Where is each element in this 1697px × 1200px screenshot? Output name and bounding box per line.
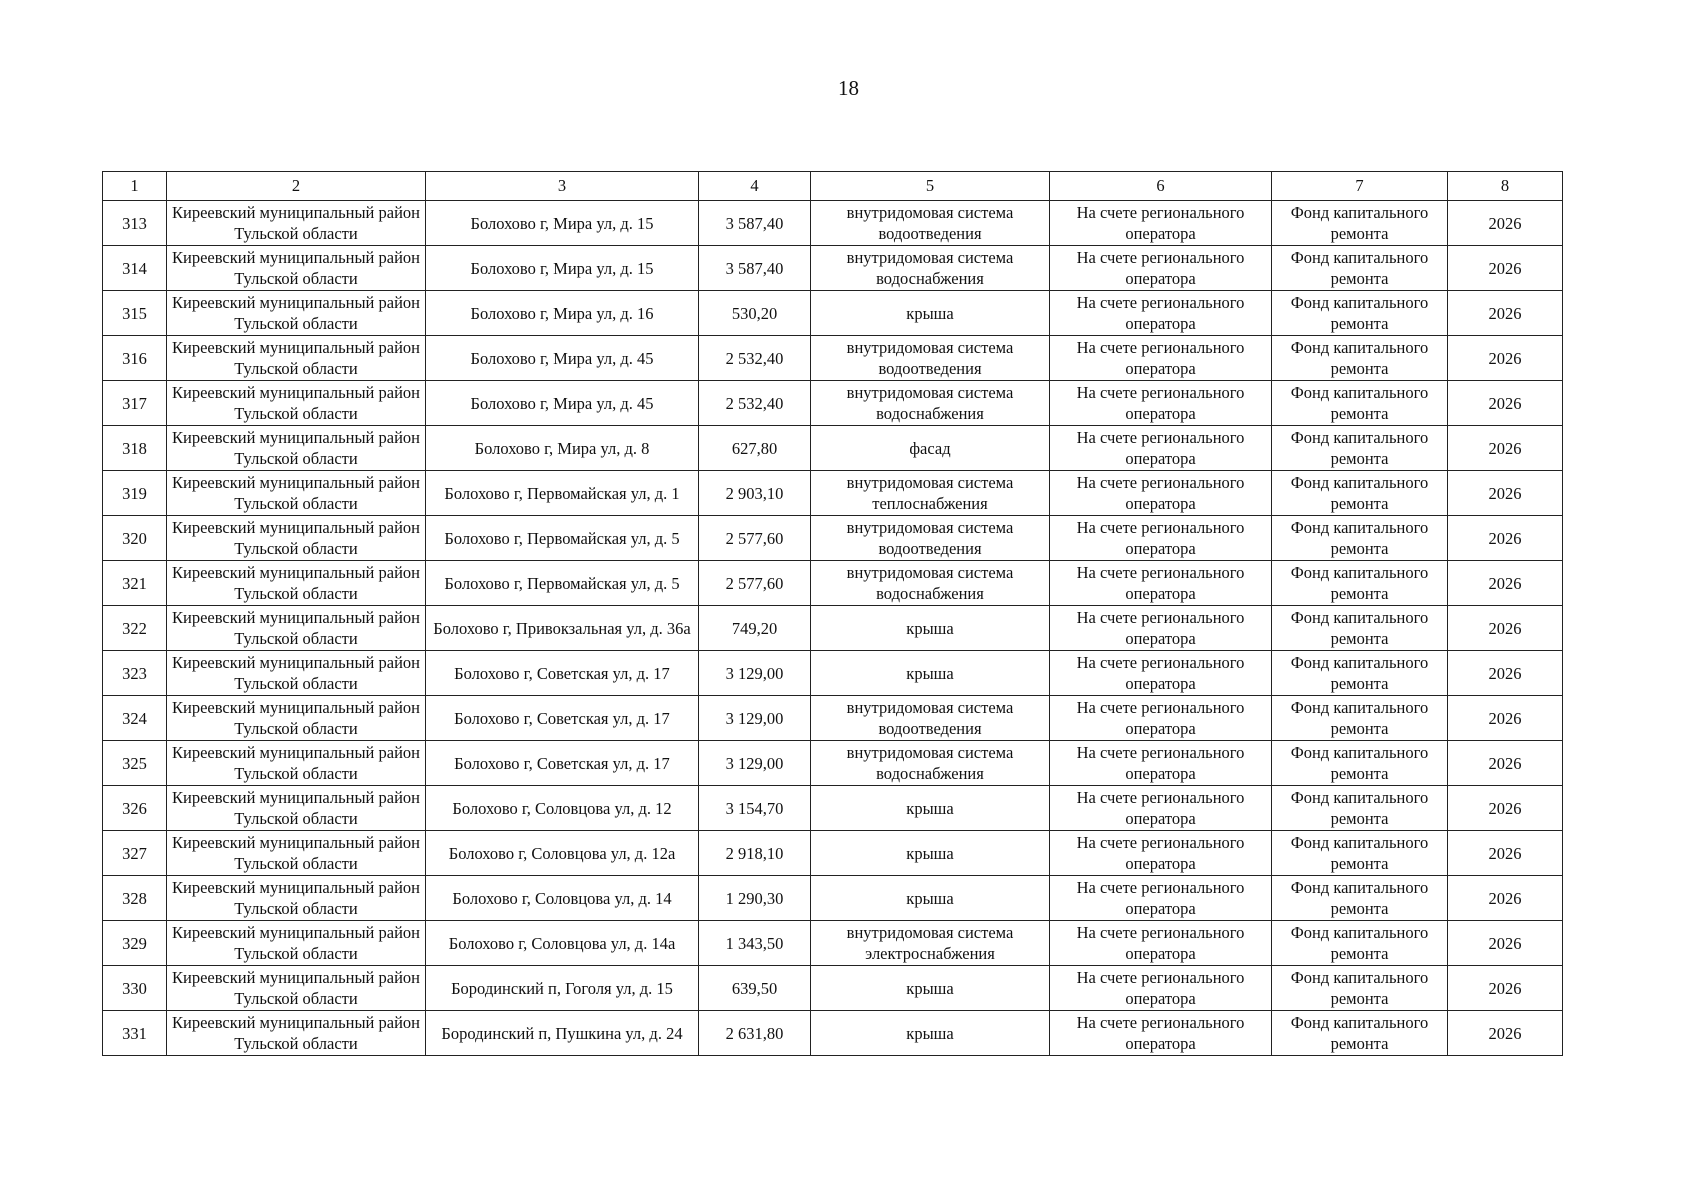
funding-source-cell: Фонд капитального ремонта [1272,651,1448,696]
work-type-cell: крыша [811,291,1050,336]
area-cell: 2 577,60 [699,561,811,606]
table-row [103,561,1563,606]
area-cell: 1 290,30 [699,876,811,921]
address-cell: Болохово г, Советская ул, д. 17 [426,651,699,696]
funding-source-cell: Фонд капитального ремонта [1272,831,1448,876]
account-method-cell: На счете регионального оператора [1050,516,1272,561]
row-number-cell: 329 [103,921,167,966]
work-type-cell: внутридомовая система водоснабжения [811,741,1050,786]
district-cell: Киреевский муниципальный район Тульской области [167,1011,426,1056]
account-method-cell: На счете регионального оператора [1050,201,1272,246]
table-row [103,741,1563,786]
table-row [103,696,1563,741]
table-row [103,336,1563,381]
district-cell: Киреевский муниципальный район Тульской области [167,921,426,966]
address-cell: Болохово г, Привокзальная ул, д. 36а [426,606,699,651]
row-number-cell: 324 [103,696,167,741]
table-row [103,381,1563,426]
area-cell: 749,20 [699,606,811,651]
funding-source-cell: Фонд капитального ремонта [1272,336,1448,381]
account-method-cell: На счете регионального оператора [1050,291,1272,336]
district-cell: Киреевский муниципальный район Тульской области [167,876,426,921]
table-row [103,876,1563,921]
year-cell: 2026 [1448,831,1563,876]
funding-source-cell: Фонд капитального ремонта [1272,561,1448,606]
work-type-cell: внутридомовая система теплоснабжения [811,471,1050,516]
address-cell: Болохово г, Соловцова ул, д. 12а [426,831,699,876]
area-cell: 3 129,00 [699,651,811,696]
account-method-cell: На счете регионального оператора [1050,696,1272,741]
page-number: 18 [838,76,859,100]
funding-source-cell: Фонд капитального ремонта [1272,516,1448,561]
area-cell: 3 587,40 [699,201,811,246]
repair-schedule-table [102,171,1563,1056]
district-cell: Киреевский муниципальный район Тульской области [167,471,426,516]
account-method-cell: На счете регионального оператора [1050,651,1272,696]
work-type-cell: внутридомовая система электроснабжения [811,921,1050,966]
year-cell: 2026 [1448,606,1563,651]
work-type-cell: крыша [811,651,1050,696]
work-type-cell: внутридомовая система водоотведения [811,336,1050,381]
year-cell: 2026 [1448,1011,1563,1056]
work-type-cell: фасад [811,426,1050,471]
funding-source-cell: Фонд капитального ремонта [1272,876,1448,921]
row-number-cell: 318 [103,426,167,471]
year-cell: 2026 [1448,246,1563,291]
district-cell: Киреевский муниципальный район Тульской области [167,291,426,336]
address-cell: Болохово г, Мира ул, д. 8 [426,426,699,471]
table-row [103,831,1563,876]
work-type-cell: крыша [811,831,1050,876]
row-number-cell: 327 [103,831,167,876]
funding-source-cell: Фонд капитального ремонта [1272,786,1448,831]
table-body [103,172,1563,1056]
work-type-cell: крыша [811,876,1050,921]
account-method-cell: На счете регионального оператора [1050,336,1272,381]
year-cell: 2026 [1448,561,1563,606]
table-row [103,426,1563,471]
work-type-cell: внутридомовая система водоотведения [811,696,1050,741]
account-method-cell: На счете регионального оператора [1050,561,1272,606]
funding-source-cell: Фонд капитального ремонта [1272,966,1448,1011]
address-cell: Болохово г, Мира ул, д. 15 [426,201,699,246]
column-header: 5 [811,172,1050,201]
year-cell: 2026 [1448,291,1563,336]
account-method-cell: На счете регионального оператора [1050,831,1272,876]
account-method-cell: На счете регионального оператора [1050,876,1272,921]
year-cell: 2026 [1448,741,1563,786]
row-number-cell: 321 [103,561,167,606]
account-method-cell: На счете регионального оператора [1050,786,1272,831]
work-type-cell: крыша [811,786,1050,831]
work-type-cell: крыша [811,606,1050,651]
account-method-cell: На счете регионального оператора [1050,966,1272,1011]
column-header: 3 [426,172,699,201]
account-method-cell: На счете регионального оператора [1050,246,1272,291]
district-cell: Киреевский муниципальный район Тульской области [167,831,426,876]
row-number-cell: 323 [103,651,167,696]
row-number-cell: 330 [103,966,167,1011]
table-row [103,651,1563,696]
area-cell: 3 587,40 [699,246,811,291]
row-number-cell: 316 [103,336,167,381]
district-cell: Киреевский муниципальный район Тульской области [167,336,426,381]
row-number-cell: 315 [103,291,167,336]
district-cell: Киреевский муниципальный район Тульской области [167,246,426,291]
area-cell: 530,20 [699,291,811,336]
funding-source-cell: Фонд капитального ремонта [1272,921,1448,966]
address-cell: Болохово г, Мира ул, д. 45 [426,381,699,426]
year-cell: 2026 [1448,651,1563,696]
district-cell: Киреевский муниципальный район Тульской области [167,426,426,471]
account-method-cell: На счете регионального оператора [1050,1011,1272,1056]
table-row [103,966,1563,1011]
account-method-cell: На счете регионального оператора [1050,426,1272,471]
table-row [103,786,1563,831]
work-type-cell: внутридомовая система водоснабжения [811,381,1050,426]
year-cell: 2026 [1448,921,1563,966]
funding-source-cell: Фонд капитального ремонта [1272,696,1448,741]
work-type-cell: крыша [811,966,1050,1011]
row-number-cell: 322 [103,606,167,651]
area-cell: 2 918,10 [699,831,811,876]
year-cell: 2026 [1448,966,1563,1011]
area-cell: 2 532,40 [699,381,811,426]
funding-source-cell: Фонд капитального ремонта [1272,381,1448,426]
district-cell: Киреевский муниципальный район Тульской области [167,201,426,246]
row-number-cell: 325 [103,741,167,786]
address-cell: Болохово г, Мира ул, д. 45 [426,336,699,381]
funding-source-cell: Фонд капитального ремонта [1272,741,1448,786]
year-cell: 2026 [1448,471,1563,516]
district-cell: Киреевский муниципальный район Тульской области [167,741,426,786]
funding-source-cell: Фонд капитального ремонта [1272,606,1448,651]
table-row [103,1011,1563,1056]
row-number-cell: 313 [103,201,167,246]
account-method-cell: На счете регионального оператора [1050,381,1272,426]
column-header: 7 [1272,172,1448,201]
address-cell: Болохово г, Первомайская ул, д. 5 [426,516,699,561]
funding-source-cell: Фонд капитального ремонта [1272,1011,1448,1056]
row-number-cell: 319 [103,471,167,516]
table-row [103,921,1563,966]
district-cell: Киреевский муниципальный район Тульской области [167,381,426,426]
district-cell: Киреевский муниципальный район Тульской области [167,561,426,606]
account-method-cell: На счете регионального оператора [1050,741,1272,786]
funding-source-cell: Фонд капитального ремонта [1272,471,1448,516]
year-cell: 2026 [1448,381,1563,426]
address-cell: Болохово г, Соловцова ул, д. 12 [426,786,699,831]
account-method-cell: На счете регионального оператора [1050,471,1272,516]
address-cell: Бородинский п, Пушкина ул, д. 24 [426,1011,699,1056]
funding-source-cell: Фонд капитального ремонта [1272,426,1448,471]
table-row [103,606,1563,651]
table-row [103,471,1563,516]
area-cell: 2 631,80 [699,1011,811,1056]
address-cell: Болохово г, Мира ул, д. 15 [426,246,699,291]
year-cell: 2026 [1448,336,1563,381]
year-cell: 2026 [1448,696,1563,741]
area-cell: 627,80 [699,426,811,471]
address-cell: Бородинский п, Гоголя ул, д. 15 [426,966,699,1011]
area-cell: 3 129,00 [699,696,811,741]
work-type-cell: внутридомовая система водоснабжения [811,561,1050,606]
work-type-cell: крыша [811,1011,1050,1056]
year-cell: 2026 [1448,516,1563,561]
address-cell: Болохово г, Первомайская ул, д. 5 [426,561,699,606]
column-number-row [103,172,1563,201]
row-number-cell: 314 [103,246,167,291]
row-number-cell: 328 [103,876,167,921]
area-cell: 2 903,10 [699,471,811,516]
district-cell: Киреевский муниципальный район Тульской области [167,966,426,1011]
area-cell: 3 154,70 [699,786,811,831]
row-number-cell: 320 [103,516,167,561]
address-cell: Болохово г, Советская ул, д. 17 [426,741,699,786]
column-header: 6 [1050,172,1272,201]
work-type-cell: внутридомовая система водоотведения [811,516,1050,561]
column-header: 2 [167,172,426,201]
row-number-cell: 331 [103,1011,167,1056]
year-cell: 2026 [1448,426,1563,471]
year-cell: 2026 [1448,876,1563,921]
address-cell: Болохово г, Мира ул, д. 16 [426,291,699,336]
address-cell: Болохово г, Первомайская ул, д. 1 [426,471,699,516]
area-cell: 1 343,50 [699,921,811,966]
year-cell: 2026 [1448,786,1563,831]
funding-source-cell: Фонд капитального ремонта [1272,291,1448,336]
work-type-cell: внутридомовая система водоснабжения [811,246,1050,291]
funding-source-cell: Фонд капитального ремонта [1272,201,1448,246]
table-row [103,201,1563,246]
district-cell: Киреевский муниципальный район Тульской области [167,516,426,561]
row-number-cell: 317 [103,381,167,426]
table-row [103,516,1563,561]
address-cell: Болохово г, Соловцова ул, д. 14а [426,921,699,966]
area-cell: 639,50 [699,966,811,1011]
table-row [103,246,1563,291]
district-cell: Киреевский муниципальный район Тульской области [167,696,426,741]
table-row [103,291,1563,336]
column-header: 1 [103,172,167,201]
district-cell: Киреевский муниципальный район Тульской области [167,786,426,831]
area-cell: 3 129,00 [699,741,811,786]
district-cell: Киреевский муниципальный район Тульской области [167,651,426,696]
work-type-cell: внутридомовая система водоотведения [811,201,1050,246]
address-cell: Болохово г, Советская ул, д. 17 [426,696,699,741]
area-cell: 2 577,60 [699,516,811,561]
column-header: 4 [699,172,811,201]
year-cell: 2026 [1448,201,1563,246]
area-cell: 2 532,40 [699,336,811,381]
account-method-cell: На счете регионального оператора [1050,606,1272,651]
row-number-cell: 326 [103,786,167,831]
column-header: 8 [1448,172,1563,201]
account-method-cell: На счете регионального оператора [1050,921,1272,966]
district-cell: Киреевский муниципальный район Тульской области [167,606,426,651]
address-cell: Болохово г, Соловцова ул, д. 14 [426,876,699,921]
funding-source-cell: Фонд капитального ремонта [1272,246,1448,291]
